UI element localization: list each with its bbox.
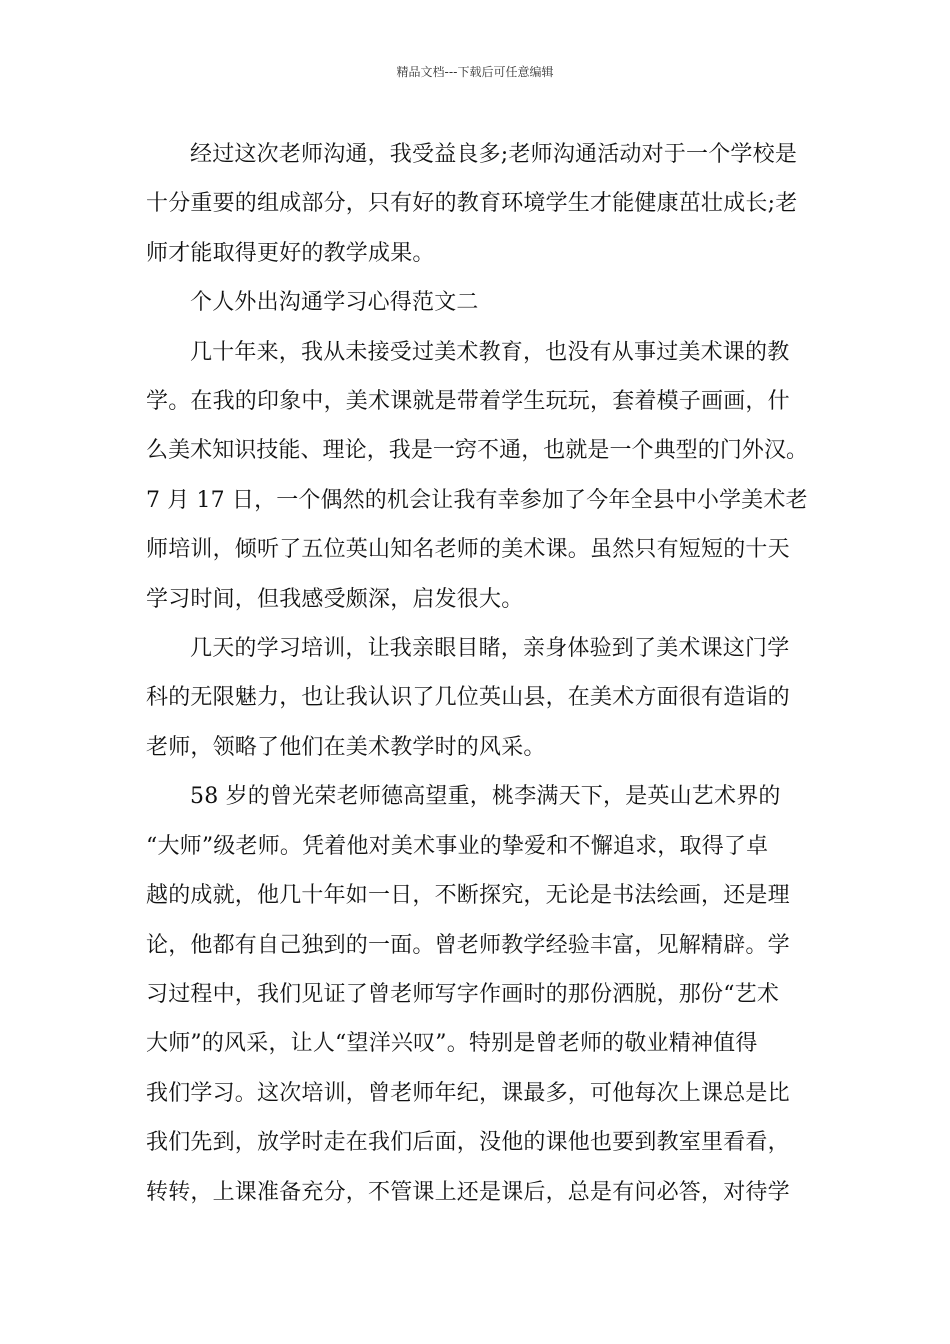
section-heading: 个人外出沟通学习心得范文二 <box>190 290 479 316</box>
text-line: 么美术知识技能、理论，我是一窍不通，也就是一个典型的门外汉。 <box>146 438 809 464</box>
text-line: 经过这次老师沟通，我受益良多;老师沟通活动对于一个学校是 <box>190 142 798 167</box>
text-line: 几十年来，我从未接受过美术教育，也没有从事过美术课的教 <box>190 339 790 365</box>
text-line: 越的成就，他几十年如一日，不断探究，无论是书法绘画，还是理 <box>146 883 790 909</box>
text-line: 几天的学习培训，让我亲眼目睹，亲身体验到了美术课这门学 <box>190 636 790 662</box>
text-line: 转转，上课准备充分，不管课上还是课后，总是有问必答，对待学 <box>146 1179 790 1205</box>
text-line: 论，他都有自己独到的一面。曾老师教学经验丰富，见解精辟。学 <box>146 932 790 958</box>
text-line: 学。在我的印象中，美术课就是带着学生玩玩，套着模子画画，什 <box>146 389 790 415</box>
text-line: 7 月 17 日，一个偶然的机会让我有幸参加了今年全县中小学美术老 <box>146 487 808 513</box>
text-line: 习过程中，我们见证了曾老师写字作画时的那份洒脱，那份“艺术 <box>146 981 780 1007</box>
text-line: 学习时间，但我感受颇深，启发很大。 <box>146 586 524 612</box>
text-line: 老师，领略了他们在美术教学时的风采。 <box>146 734 546 760</box>
page-header: 精品文档---下载后可任意编辑 <box>396 65 554 79</box>
text-line: “大师”级老师。凭着他对美术事业的挚爱和不懈追求，取得了卓 <box>146 833 769 859</box>
text-line: 我们先到，放学时走在我们后面，没他的课他也要到教室里看看， <box>146 1130 790 1156</box>
text-line: 科的无限魅力，也让我认识了几位英山县，在美术方面很有造诣的 <box>146 685 790 711</box>
document-body <box>146 130 808 1217</box>
text-line: 师才能取得更好的教学成果。 <box>146 240 435 266</box>
text-line: 58 岁的曾光荣老师德高望重，桃李满天下，是英山艺术界的 <box>190 784 781 810</box>
text-line: 十分重要的组成部分，只有好的教育环境学生才能健康茁壮成长;老 <box>146 191 798 217</box>
text-line: 我们学习。这次培训，曾老师年纪，课最多，可他每次上课总是比 <box>146 1080 790 1106</box>
text-line: 师培训，倾听了五位英山知名老师的美术课。虽然只有短短的十天 <box>146 537 790 563</box>
text-line: 大师”的风采，让人“望洋兴叹”。特别是曾老师的敬业精神值得 <box>146 1031 758 1057</box>
